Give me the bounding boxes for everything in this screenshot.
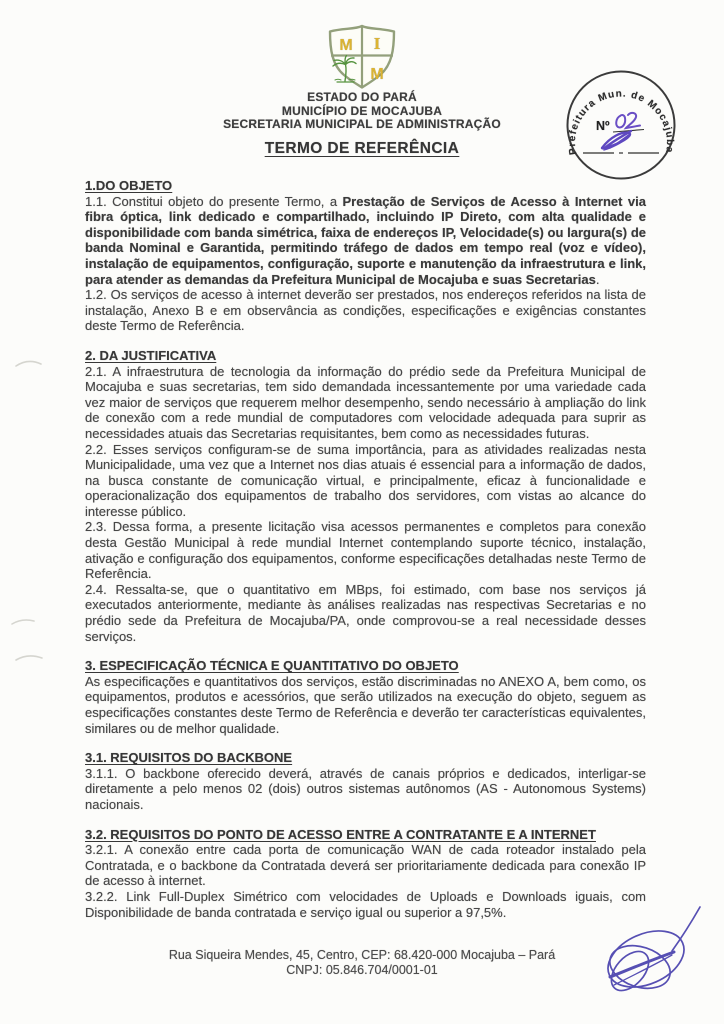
stamp-number-label: Nº bbox=[596, 119, 610, 133]
page-title: TERMO DE REFERÊNCIA bbox=[264, 140, 460, 157]
paragraph-3-intro: As especificações e quantitativos dos serviços, estão discriminadas no ANEXO A, bem como, os equipamentos, produtos e acessórios, que serão utilizados na execução do objeto, seguem as especificações constantes deste Termo de Referência e deverão ter características equivalentes, similares ou de melhor qualidade. bbox=[85, 673, 646, 736]
paragraph-1-1: 1.1. Constitui objeto do presente Termo, a Prestação de Serviços de Acesso à Internet via fibra óptica, link dedicado e compartilhado, incluindo IP Direto, com alta qualidade e disponibilidade com banda simétrica, faixa de endereços IP, Velocidade(s) ou largura(s) de banda Nominal e Garantida, permitindo tráfego de dados em tempo real (voz e vídeo), instalação de equipamentos, configuração, suporte e manutenção da infraestrutura e link, para atender as demandas da Prefeitura Municipal de Mocajuba e suas Secretarias. bbox=[85, 193, 646, 287]
section-1-heading: 1.DO OBJETO bbox=[85, 178, 173, 193]
crest-letter-m1: M bbox=[339, 37, 353, 54]
paragraph-2-1: 2.1. A infraestrutura de tecnologia da informação do prédio sede da Prefeitura Municipal de Mocajuba e suas secretarias, tem sido demandada incessantemente por uma variedade cada vez maior de serviços que requerem melhor desempenho, sendo necessário à ampliação do link de conexão com a rede mundial de computadores com velocidade adequada para suprir as necessidades atuais das Secretarias requisitantes, bem como as necessidades futuras. bbox=[85, 363, 646, 441]
section-3-heading: 3. ESPECIFICAÇÃO TÉCNICA E QUANTITATIVO DO OBJETO bbox=[85, 658, 459, 674]
footer-cnpj: CNPJ: 05.846.704/0001-01 bbox=[286, 963, 438, 977]
mocajuba-coat-of-arms-icon bbox=[321, 22, 403, 90]
paragraph-3-2-2: 3.2.2. Link Full-Duplex Simétrico com velocidades de Uploads e Downloads iguais, com Disponibilidade de banda contratada e serviço igual ou superior a 97,5%. bbox=[85, 888, 646, 920]
paragraph-2-4: 2.4. Ressalta-se, que o quantitativo em MBps, foi estimado, com base nos serviços já executados anteriormente, mediante às análises realizadas nas respectivas Secretarias e no prédio sede da Prefeitura de Mocajuba/PA, onde comprovou-se a real necessidade desses serviços. bbox=[85, 581, 646, 644]
pen-signature-icon bbox=[584, 905, 722, 1021]
section-3-2-heading: 3.2. REQUISITOS DO PONTO DE ACESSO ENTRE A CONTRATANTE E A INTERNET bbox=[85, 826, 596, 842]
letterhead-line-state: ESTADO DO PARÁ bbox=[307, 90, 417, 104]
section-2-heading: 2. DA JUSTIFICATIVA bbox=[85, 347, 217, 363]
stamp-ring-text: Prefeitura Mun. de Mocajuba bbox=[566, 88, 676, 156]
paragraph-3-1-1: 3.1.1. O backbone oferecido deverá, através de canais próprios e dedicados, interligar-se diretamente a pelo menos 02 (dois) outros sistemas autônomos (AS - Autonomous Systems) nacionais. bbox=[85, 765, 646, 812]
letterhead-line-secretariat: SECRETARIA MUNICIPAL DE ADMINISTRAÇÃO bbox=[223, 117, 501, 131]
official-stamp bbox=[560, 64, 682, 191]
letterhead-line-municipality: MUNICÍPIO DE MOCAJUBA bbox=[281, 103, 443, 118]
footer-address: Rua Siqueira Mendes, 45, Centro, CEP: 68.420-000 Mocajuba – Pará bbox=[168, 948, 556, 962]
paragraph-1-2: 1.2. Os serviços de acesso à internet deverão ser prestados, nos endereços referidos na lista de instalação, Anexo B e em observância as condições, especificações e exigências constantes deste Termo de Referência. bbox=[85, 287, 646, 334]
section-3-1-heading: 3.1. REQUISITOS DO BACKBONE bbox=[85, 750, 293, 766]
pen-signature-scribble bbox=[584, 905, 722, 1024]
stamp-handwritten-number bbox=[616, 113, 640, 128]
crest-letter-m2: M bbox=[370, 66, 384, 83]
paragraph-2-2: 2.2. Esses serviços configuram-se de suma importância, para as atividades realizadas nesta Municipalidade, uma vez que a Internet nos dias atuais é essencial para a informação de dados, na busca constante de comunicação virtual, e principalmente, eficaz à funcionalidade e operacionalização dos equipamentos de trabalho dos servidores, com vistas ao alcance do interesse público. bbox=[85, 441, 646, 519]
official-stamp-icon bbox=[560, 64, 682, 186]
document-body bbox=[85, 178, 646, 920]
paragraph-2-3: 2.3. Dessa forma, a presente licitação visa acessos permanentes e completos para conexão desta Gestão Municipal à rede mundial Internet contemplando suporte técnico, instalação, ativação e configuração dos equipamentos, conforme especificações detalhadas neste Termo de Referência. bbox=[85, 519, 646, 582]
paragraph-3-2-1: 3.2.1. A conexão entre cada porta de comunicação WAN de cada roteador instalado pela Contratada, e o backbone da Contratada deverá ser prioritariamente dedicada para conexão IP de acesso à internet. bbox=[85, 842, 646, 889]
crest-letter-i: I bbox=[373, 34, 381, 53]
